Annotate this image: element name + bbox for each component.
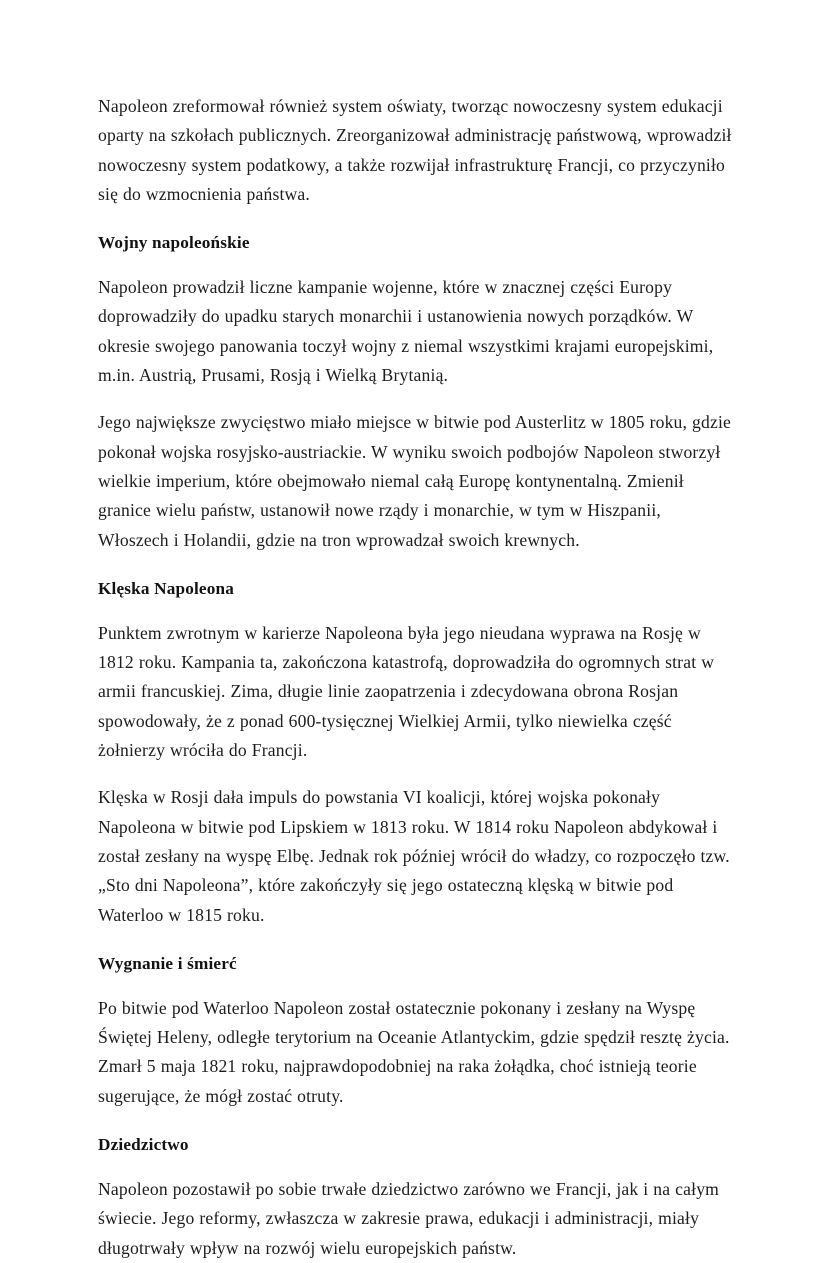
heading-dziedzictwo: Dziedzictwo	[98, 1135, 189, 1155]
paragraph-saint-helena-death: Po bitwie pod Waterloo Napoleon został ostatecznie pokonany i zesłany na Wyspę Świętej Heleny, odległe terytorium na Oceanie Atlantyckim, gdzie spędził resztę życia. Zmarł 5 maja 1821 roku, najprawdopodobniej na raka żołądka, choć istnieją teorie sugerujące, że mógł zostać otruty.	[98, 997, 730, 1106]
paragraph-reforms-education: Napoleon zreformował również system oświaty, tworząc nowoczesny system edukacji oparty na szkołach publicznych. Zreorganizował administrację państwową, wprowadził nowoczesny system podatkowy, a także rozwijał infrastrukturę Francji, co przyczyniło się do wzmocnienia państwa.	[98, 96, 732, 204]
heading-wygnanie-i-smierc: Wygnanie i śmierć	[98, 953, 237, 973]
heading-wojny-napoleonskie: Wojny napoleońskie	[98, 233, 250, 253]
paragraph-legacy: Napoleon pozostawił po sobie trwałe dziedzictwo zarówno we Francji, jak i na całym świecie. Jego reformy, zwłaszcza w zakresie prawa, edukacji i administracji, miały długotrwały wpływ na rozwój wielu europejskich państw.	[98, 1179, 720, 1258]
document-text-body	[98, 92, 732, 1263]
heading-kleska-napoleona: Klęska Napoleona	[98, 578, 234, 598]
paragraph-austerlitz-empire: Jego największe zwycięstwo miało miejsce w bitwie pod Austerlitz w 1805 roku, gdzie pokonał wojska rosyjsko-austriackie. W wyniku swoich podbojów Napoleon stworzył wielkie imperium, które obejmowało niemal całą Europę kontynentalną. Zmienił granice wielu państw, ustanowił nowe rządy i monarchie, w tym w Hiszpanii, Włoszech i Holandii, gdzie na tron wprowadzał swoich krewnych.	[98, 412, 731, 550]
paragraph-sixth-coalition-waterloo: Klęska w Rosji dała impuls do powstania VI koalicji, której wojska pokonały Napoleona w bitwie pod Lipskiem w 1813 roku. W 1814 roku Napoleon abdykował i został zesłany na wyspę Elbę. Jednak rok później wrócił do władzy, co rozpoczęło tzw. „Sto dni Napoleona”, które zakończyły się jego ostateczną klęską w bitwie pod Waterloo w 1815 roku.	[98, 787, 730, 925]
paragraph-campaigns-europe: Napoleon prowadził liczne kampanie wojenne, które w znacznej części Europy doprowadziły do upadku starych monarchii i ustanowienia nowych porządków. W okresie swojego panowania toczył wojny z niemal wszystkimi krajami europejskimi, m.in. Austrią, Prusami, Rosją i Wielką Brytanią.	[98, 277, 714, 386]
paragraph-russia-campaign: Punktem zwrotnym w karierze Napoleona była jego nieudana wyprawa na Rosję w 1812 roku. Kampania ta, zakończona katastrofą, doprowadziła do ogromnych strat w armii francuskiej. Zima, długie linie zaopatrzenia i zdecydowana obrona Rosjan spowodowały, że z ponad 600-tysięcznej Wielkiej Armii, tylko niewielka część żołnierzy wróciła do Francji.	[98, 622, 715, 761]
